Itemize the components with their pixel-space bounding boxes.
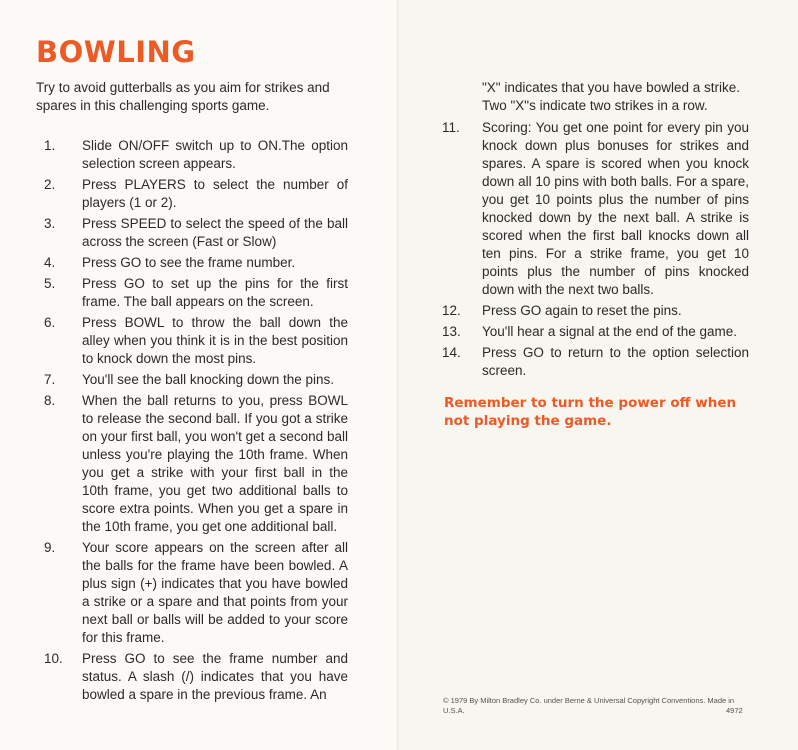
step-text: Press PLAYERS to select the number of players (1 or 2). bbox=[82, 177, 348, 210]
instruction-step bbox=[36, 392, 348, 536]
step-text: Press SPEED to select the speed of the ball across the screen (Fast or Slow) bbox=[82, 216, 348, 249]
instruction-step bbox=[36, 176, 348, 212]
instructions-list-right bbox=[442, 119, 749, 383]
step-text: Press GO to see the frame number and status. A slash (/) indicates that you have bowled a spare in the previous frame. An bbox=[82, 651, 348, 702]
step-number: 11. bbox=[442, 120, 460, 135]
instruction-step bbox=[36, 275, 348, 311]
step-text: Press BOWL to throw the ball down the alley when you think it is in the best position to knock down the most pins. bbox=[82, 315, 348, 366]
instruction-step bbox=[442, 302, 749, 320]
step-text: When the ball returns to you, press BOWL to release the second ball. If you got a strike on your first ball, you won't get a second ball unless you're playing the 10th frame. When you get a strike with your first ball in the 10th frame, you get two additional balls to score extra points. When you get a spare in the 10th frame, you get one additional ball. bbox=[82, 393, 348, 534]
product-code: 4972 bbox=[726, 706, 743, 715]
step-text: Press GO to set up the pins for the first frame. The ball appears on the screen. bbox=[82, 276, 348, 309]
step-text: Slide ON/OFF switch up to ON.The option selection screen appears. bbox=[82, 138, 348, 171]
copyright-notice: © 1979 By Milton Bradley Co. under Berne & Universal Copyright Conventions. Made in U.S.A. bbox=[443, 696, 735, 715]
step-text: You'll hear a signal at the end of the game. bbox=[482, 324, 738, 339]
step-number: 12. bbox=[442, 303, 461, 318]
step-number: 4. bbox=[44, 255, 56, 270]
step-number: 13. bbox=[442, 324, 461, 339]
instruction-step bbox=[442, 323, 749, 341]
step-number: 3. bbox=[44, 216, 56, 231]
step-number: 1. bbox=[44, 138, 56, 153]
instruction-step bbox=[442, 119, 749, 299]
step-number: 9. bbox=[44, 540, 56, 555]
step-text: Scoring: You get one point for every pin you knock down plus bonuses for strikes and spares. A spare is scored when you knock down all 10 pins with both balls. For a spare, you get 10 points plus the number of pins knocked down by the next ball. A strike is scored when the first ball knocks down all ten pins. For a strike frame, you get 10 points plus the number of pins knocked down with the next two balls. bbox=[482, 120, 749, 297]
step-10-continuation: "X" indicates that you have bowled a strike. Two "X"s indicate two strikes in a row. bbox=[482, 80, 740, 113]
step-number: 6. bbox=[44, 315, 56, 330]
instruction-step bbox=[36, 539, 348, 647]
instruction-step bbox=[36, 137, 348, 173]
instruction-step bbox=[36, 215, 348, 251]
game-title: BOWLING bbox=[36, 35, 196, 69]
step-text: Your score appears on the screen after all the balls for the frame have been bowled. A plus sign (+) indicates that you have bowled a strike or a spare and that points from your next ball or balls will be added to your score for this frame. bbox=[82, 540, 348, 645]
step-text: Press GO to return to the option selection screen. bbox=[482, 345, 749, 378]
step-number: 8. bbox=[44, 393, 56, 408]
instructions-list-left bbox=[36, 137, 348, 707]
step-number: 2. bbox=[44, 177, 56, 192]
power-off-reminder: Remember to turn the power off when not playing the game. bbox=[444, 395, 737, 429]
step-text: You'll see the ball knocking down the pins. bbox=[82, 372, 334, 387]
step-number: 10. bbox=[44, 651, 63, 666]
step-number: 5. bbox=[44, 276, 56, 291]
instruction-step bbox=[442, 344, 749, 380]
step-text: Press GO again to reset the pins. bbox=[482, 303, 682, 318]
intro-paragraph: Try to avoid gutterballs as you aim for strikes and spares in this challenging sports game. bbox=[36, 80, 330, 113]
step-text: Press GO to see the frame number. bbox=[82, 255, 296, 270]
step-number: 14. bbox=[442, 345, 461, 360]
instruction-step bbox=[36, 254, 348, 272]
instruction-step bbox=[36, 371, 348, 389]
step-number: 7. bbox=[44, 372, 56, 387]
instruction-step bbox=[36, 650, 348, 704]
instruction-step bbox=[36, 314, 348, 368]
